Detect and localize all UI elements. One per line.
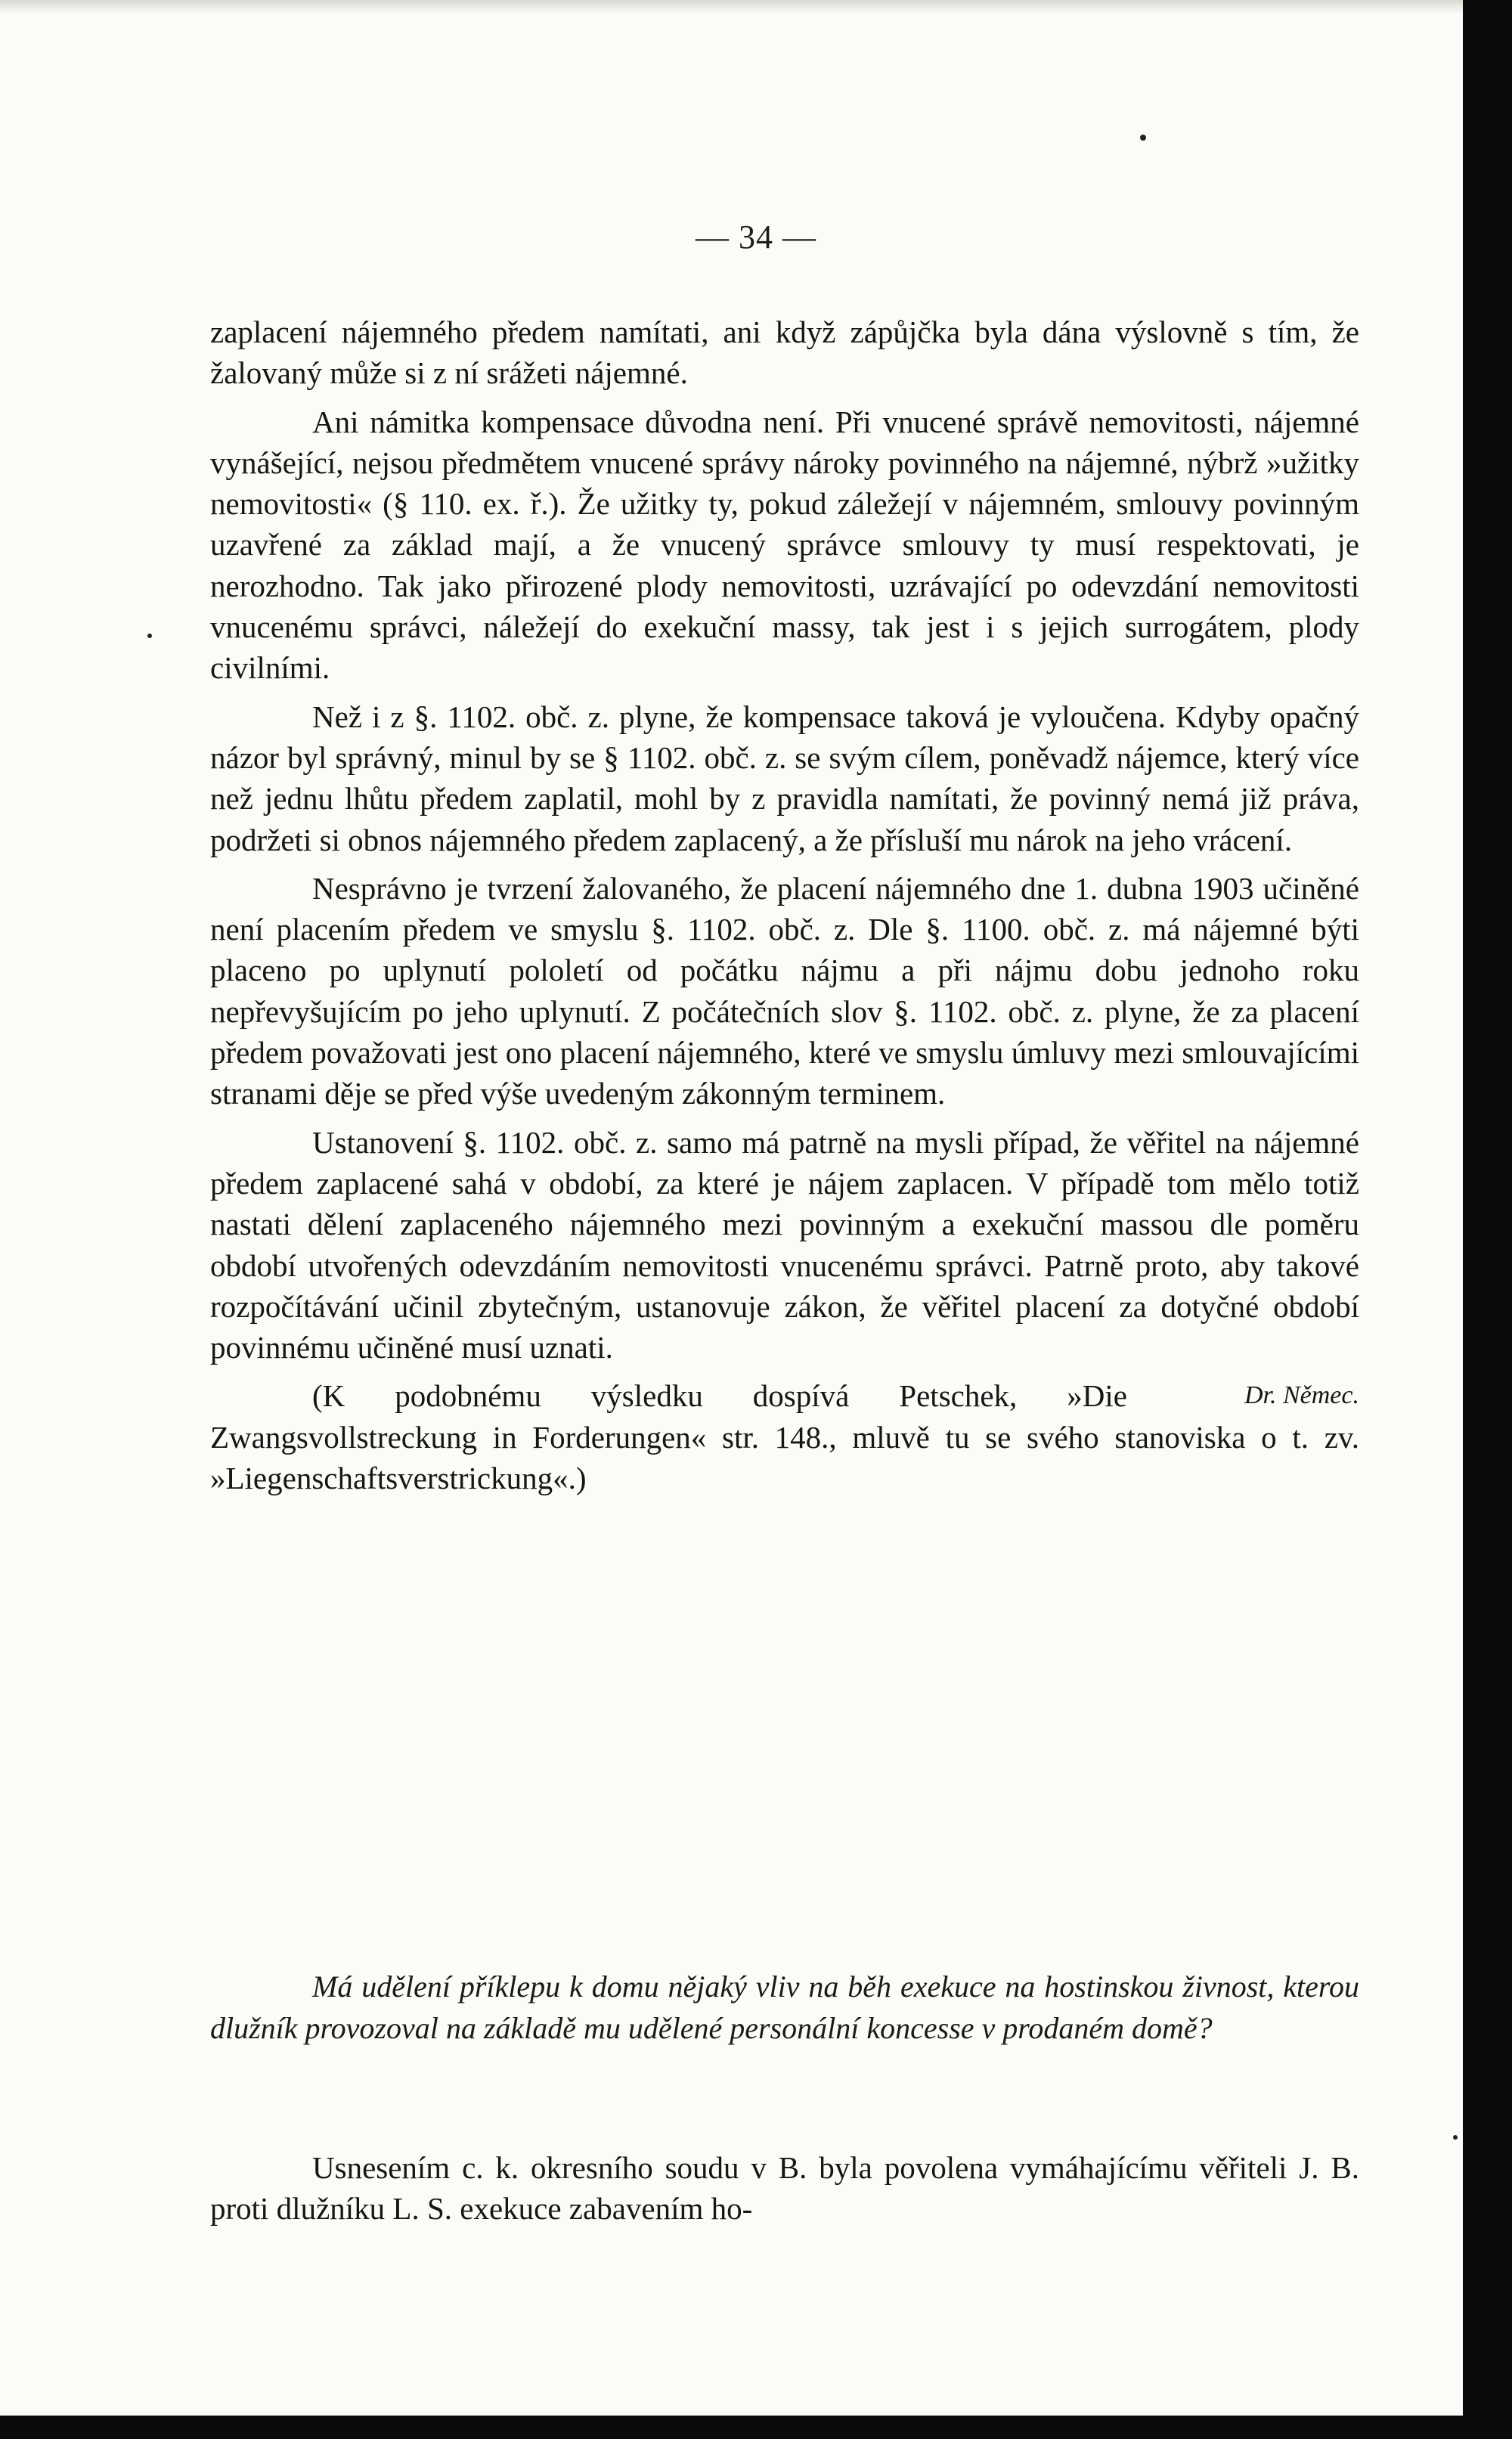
paragraph-petschek — [210, 1375, 1359, 1498]
scan-speck — [1453, 2135, 1458, 2140]
paragraph-resolution: Usnesením c. k. okresního soudu v B. byla povolena vymáhajícímu věřiteli J. B. proti dlužníku L. S. exekuce zabavením ho- — [210, 2150, 1359, 2227]
page-number: — 34 — — [696, 218, 816, 256]
scan-speck — [147, 634, 152, 638]
scan-edge-shadow — [0, 0, 1463, 14]
paragraph-continuation: zaplacení nájemného předem namítati, ani když zápůjčka byla dána výslovně s tím, že žalovaný může si z ní srážeti nájemné. — [210, 315, 1359, 391]
paragraph-provision: Ustanovení §. 1102. obč. z. samo má patrně na mysli případ, že věřitel na nájemné předem zaplacené sahá v období, za které je nájem zaplacen. V případě tom mělo totiž nastati dělení zaplaceného nájemného mezi povinným a exekuční massou dle poměru období utvořených odevzdáním nemovitosti vnucenému správci. Patrně proto, aby takové rozpočítávání učinil zbytečným, ustanovuje zákon, že věřitel placení za dotyčné období povinnému učiněné musí uznati. — [210, 1124, 1359, 1365]
paragraph-payment-date: Nesprávno je tvrzení žalovaného, že placení nájemného dne 1. dubna 1903 učiněné není placením předem ve smyslu §. 1102. obč. z. Dle §. 1100. obč. z. má nájemné býti placeno po uplynutí pololetí od počátku nájmu a při nájmu dobu jednoho roku nepřevyšujícím po jeho uplynutí. Z počátečních slov §. 1102. obč. z. plyne, že za placení předem považovati jest ono placení nájemného, které ve smyslu úmluvy mezi smlouvajícími stranami děje se před výše uvedeným zákonným terminem. — [210, 870, 1359, 1111]
paragraph-compensation: Ani námitka kompensace důvodna není. Při vnucené správě nemovitosti, nájemné vynášející, nejsou předmětem vnucené správy nároky povinného na nájemné, nýbrž »užitky nemovitosti« (§ 110. ex. ř.). Že užitky ty, pokud záležejí v nájemném, smlouvy povinným uzavřené za základ mají, a že vnucený správce smlouvy ty musí respektovati, je nerozhodno. Tak jako přirozené plody nemovitosti, uzrávající po odevzdání nemovitosti vnucenému správci, náležejí do exekuční massy, tak jest i s jejich surrogátem, plody civilními. — [210, 404, 1359, 686]
author-signature: Dr. Němec. — [1244, 1381, 1359, 1410]
body-text — [210, 311, 1359, 1498]
scan-speck — [1140, 135, 1146, 141]
case-heading: Má udělení příklepu k domu nějaký vliv na běh exekuce na hostinskou živnost, kterou dlužník provozoval na základě mu udělené personální koncesse v prodaném domě? — [210, 1969, 1359, 2045]
paragraph-section-1102: Než i z §. 1102. obč. z. plyne, že kompensace taková je vyloučena. Kdyby opačný názor byl správný, minul by se § 1102. obč. z. se svým cílem, poněvadž nájemce, který více než jednu lhůtu předem zaplatil, mohl by z pravidla namítati, že povinný nemá již práva, podržeti si obnos nájemného předem zaplacený, a že přísluší mu nárok na jeho vrácení. — [210, 699, 1359, 857]
paragraph-petschek-text: (K podobnému výsledku dospívá Petschek, »Die Zwangsvollstreckung in Forderungen« str. 148., mluvě tu se svého stanoviska o t. zv. »Liegenschaftsverstrickung«.) — [210, 1378, 1359, 1496]
